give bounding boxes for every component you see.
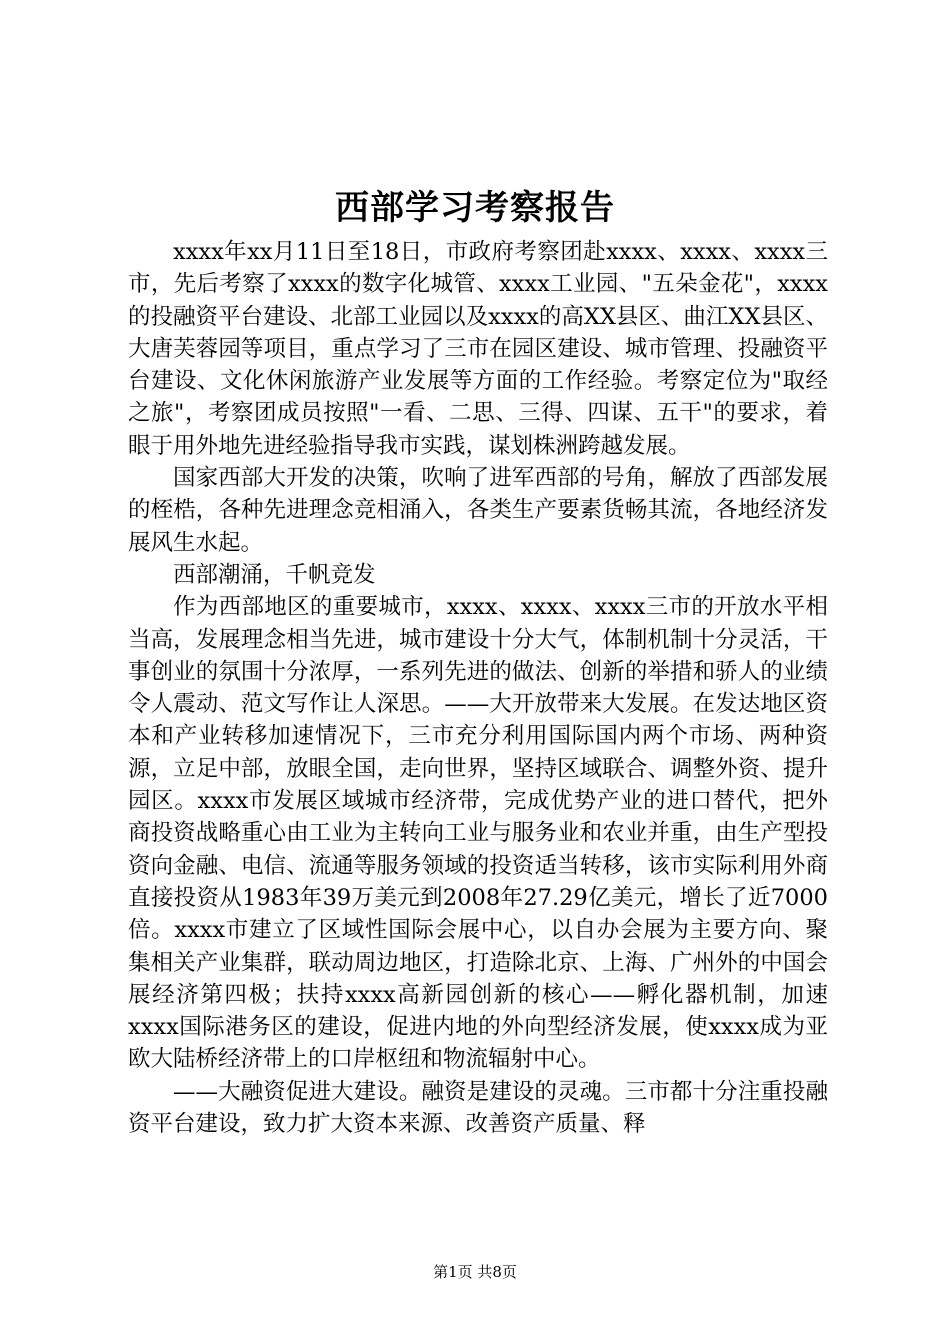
paragraph-intro: xxxx年xx月11日至18日，市政府考察团赴xxxx、xxxx、xxxx三市，先后考察了xxxx的数字化城管、xxxx工业园、"五朵金花"，xxxx的投融资平台建设、北部工业园以及xxxx的高XX县区、曲江XX县区、大唐芙蓉园等项目，重点学习了三市在园区建设、城市管理、投融资平台建设、文化休闲旅游产业发展等方面的工作经验。考察定位为"取经之旅"，考察团成员按照"一看、二思、三得、四谋、五干"的要求，着眼于用外地先进经验指导我市实践，谋划株洲跨越发展。 [128, 239, 828, 459]
document-body [128, 236, 828, 1140]
paragraph-opening-up: 作为西部地区的重要城市，xxxx、xxxx、xxxx三市的开放水平相当高，发展理念相当先进，城市建设十分大气，体制机制十分灵活，干事创业的氛围十分浓厚，一系列先进的做法、创新的举措和骄人的业绩令人震动、范文写作让人深思。——大开放带来大发展。在发达地区资本和产业转移加速情况下，三市充分利用国际国内两个市场、两种资源，立足中部，放眼全国，走向世界，坚持区域联合、调整外资、提升园区。xxxx市发展区域城市经济带，完成优势产业的进口替代，把外商投资战略重心由工业为主转向工业与服务业和农业并重，由生产型投资向金融、电信、流通等服务领域的投资适当转移，该市实际利用外商直接投资从1983年39万美元到2008年27.29亿美元，增长了近7000倍。xxxx市建立了区域性国际会展中心，以自办会展为主要方向、聚集相关产业集群，联动周边地区，打造除北京、上海、广州外的中国会展经济第四极；扶持xxxx高新园创新的核心——孵化器机制，加速xxxx国际港务区的建设，促进内地的外向型经济发展，使xxxx成为亚欧大陆桥经济带上的口岸枢纽和物流辐射中心。 [128, 594, 828, 1073]
document-title: 西部学习考察报告 [335, 188, 615, 228]
section-heading: 西部潮涌，千帆竞发 [173, 561, 376, 588]
page-footer: 第1页 共8页 [433, 1263, 517, 1281]
paragraph-western-development: 国家西部大开发的决策，吹响了进军西部的号角，解放了西部发展的桎梏，各种先进理念竞相涌入，各类生产要素货畅其流，各地经济发展风生水起。 [128, 465, 828, 556]
paragraph-financing: ——大融资促进大建设。融资是建设的灵魂。三市都十分注重投融资平台建设，致力扩大资本来源、改善资产质量、释 [128, 1078, 828, 1138]
